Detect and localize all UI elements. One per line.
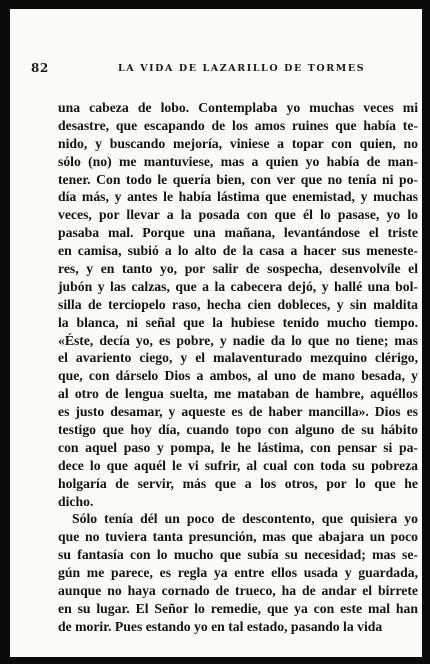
text-line: al otro de lengua suelta, me mataban de hambre, aquéllos [58,386,418,402]
text-line: res, y en tanto yo, por salir de sospecha, desenvolvíle el [58,261,418,277]
text-line: día más, y antes le había lástima que enemistad, y muchas [58,189,418,205]
text-line: veces, por llevar a la posada con que él lo pasase, yo lo [58,207,418,223]
text-line: silla de terciopelo raso, hecha cien dobleces, y sin maldita [58,296,418,312]
text-line: que no tuviera tanta presunción, mas que abajara un poco [58,529,418,545]
text-line: dece lo que aquél le vi sufrir, al cual con toda su pobreza [58,457,418,473]
running-title: LA VIDA DE LAZARILLO DE TORMES [118,63,366,74]
text-line: con aquel paso y pompa, le he lástima, con pensar si pa- [58,439,418,455]
text-line: aunque no haya cornado de trueco, ha de andar el birrete [58,583,418,599]
text-line: «Éste, decía yo, es pobre, y nadie da lo que no tiene; mas [58,332,418,348]
text-line: nido, y buscando mejoría, viniese a topar con quien, no [58,135,418,151]
text-line: es justo desamar, y aqueste es de haber mancilla». Dios es [58,404,418,420]
page-number: 82 [31,61,49,75]
body-text [58,99,418,636]
page-header [10,61,422,77]
text-line: gún me parece, es regla ya entre ellos usada y guardada, [58,565,418,581]
text-line: en su lugar. El Señor lo remedie, que ya con este mal han [58,600,418,616]
text-line: desastre, que escapando de los amos ruines que había te- [58,117,418,133]
text-line: tener. Con todo le quería bien, con ver que no tenía ni po- [58,171,418,187]
text-line: su fantasía con lo mucho que subía su necesidad; mas se- [58,547,418,563]
text-line: en camisa, subió a lo alto de la casa a hacer sus meneste- [58,243,418,259]
text-line: pasaba mal. Porque una mañana, levantándose el triste [58,225,418,241]
text-line: el avariento ciego, y el malaventurado mezquino clérigo, [58,350,418,366]
text-line: sólo (no) me mantuviese, mas a quien yo había de man- [58,153,418,169]
text-line: testigo que hoy día, cuando topo con alguno de su hábito [58,422,418,438]
text-line: la blanca, ni señal que la hubiese tenido mucho tiempo. [58,314,418,330]
book-page [10,9,422,657]
text-line: que, con dárselo Dios a ambos, al uno de mano besada, y [58,368,418,384]
text-line: dicho. [58,493,94,509]
text-line: de morir. Pues estando yo en tal estado, pasando la vida [58,618,383,634]
text-line: Sólo tenía dél un poco de descontento, que quisiera yo [72,511,418,527]
text-line: jubón y las calzas, que a la cabecera dejó, y hallé una bol- [58,278,418,294]
text-line: holgaría de servir, más que a los otros, por lo que he [58,475,418,491]
text-line: una cabeza de lobo. Contemplaba yo muchas veces mi [58,100,418,115]
